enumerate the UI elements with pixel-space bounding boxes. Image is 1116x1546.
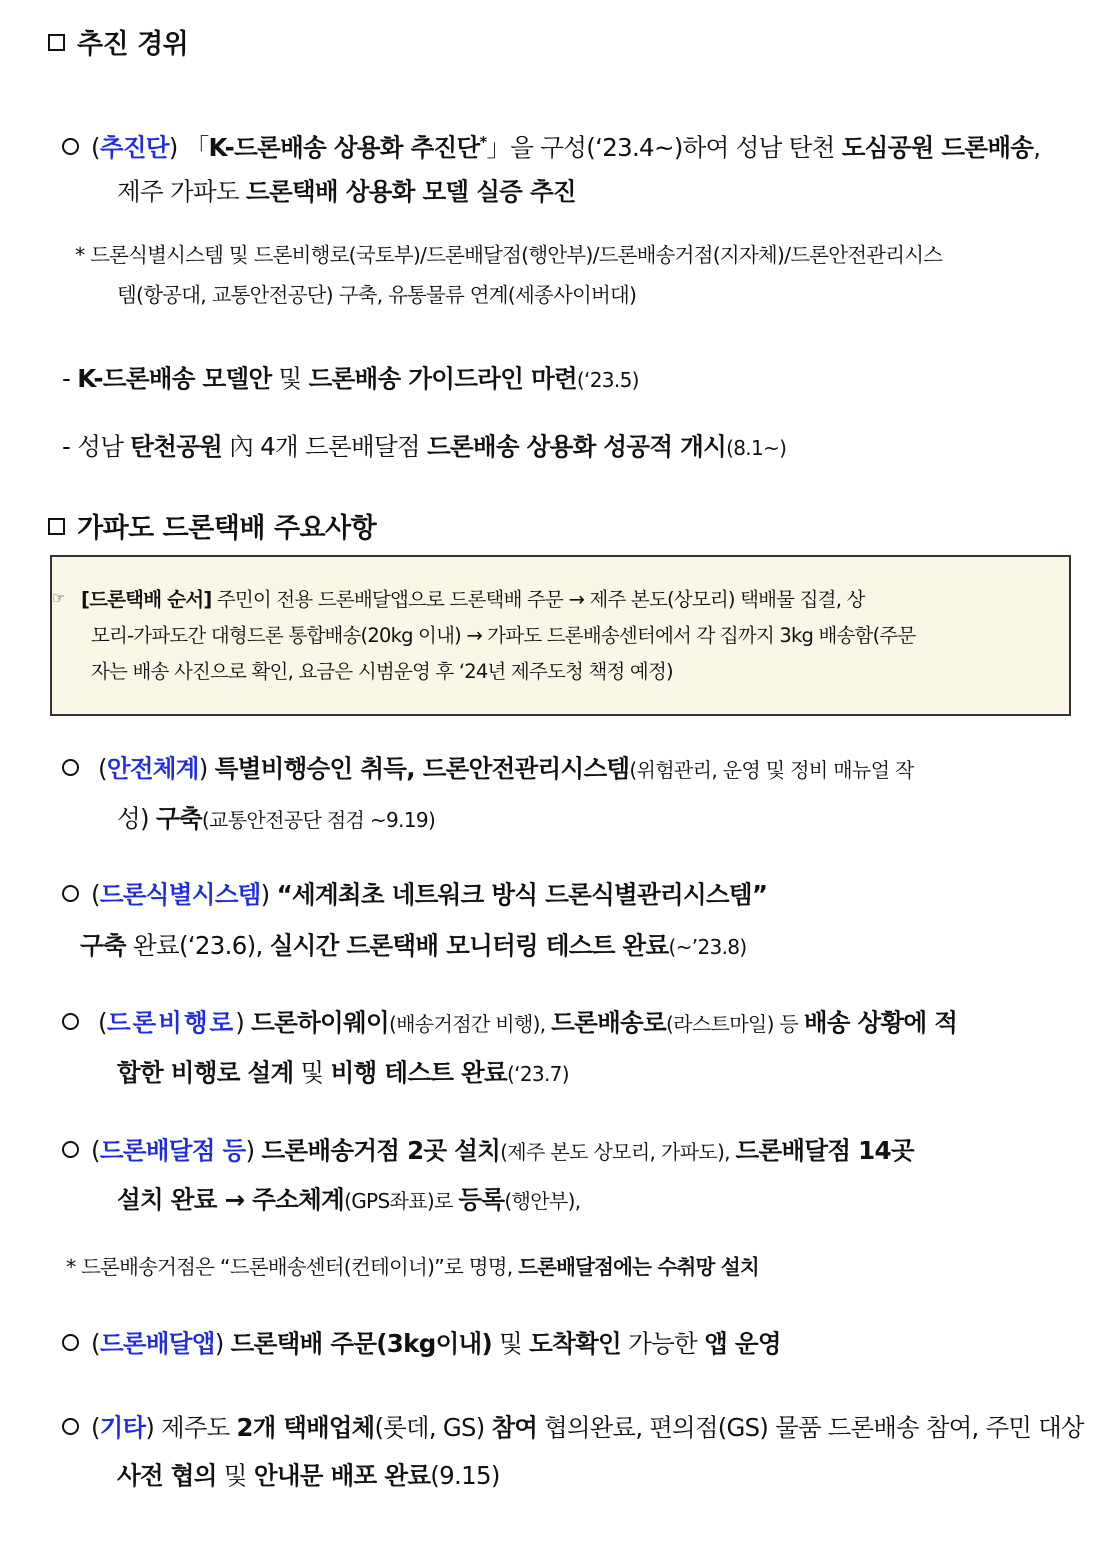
section-heading-gapado bbox=[48, 506, 376, 545]
item-other-line2: 사전 협의 및 안내문 배포 완료(9.15) bbox=[117, 1461, 500, 1490]
dash-item-launch: - 성남 탄천공원 內 4개 드론배달점 드론배송 상용화 성공적 개시(8.1~) bbox=[62, 432, 787, 461]
dash-item-model: - K-드론배송 모델안 및 드론배송 가이드라인 마련(‘23.5) bbox=[62, 364, 639, 393]
item-flight-route-line2: 합한 비행로 설계 및 비행 테스트 완료(‘23.7) bbox=[117, 1058, 569, 1087]
circle-bullet-icon bbox=[62, 1418, 79, 1435]
circle-bullet-icon bbox=[62, 1013, 79, 1030]
delivery-order-line2: 모리-가파도간 대형드론 통합배송(20kg 이내) → 가파도 드론배송센터에서 각 집까지 3kg 배송함(주문 bbox=[91, 624, 916, 647]
item-identification-line2: 구축 완료(‘23.6), 실시간 드론택배 모니터링 테스트 완료(~’23.8) bbox=[80, 931, 747, 960]
item-safety-line1: (안전체계) 특별비행승인 취득, 드론안전관리시스템(위험관리, 운영 및 정비 매뉴얼 작 bbox=[98, 754, 914, 783]
item-delivery-app: (드론배달앱) 드론택배 주문(3kg이내) 및 도착확인 가능한 앱 운영 bbox=[91, 1329, 781, 1358]
item-identification-line1: (드론식별시스템) “세계최초 네트워크 방식 드론식별관리시스템” bbox=[91, 880, 768, 909]
checkbox-square-icon bbox=[48, 518, 65, 535]
section-heading-progress bbox=[48, 22, 188, 61]
circle-bullet-icon bbox=[62, 138, 79, 155]
delivery-order-line1: [드론택배 순서] 주민이 전용 드론배달앱으로 드론택배 주문 → 제주 본도(상모리) 택배물 집결, 상 bbox=[81, 588, 865, 611]
footnote-delivery-center: * 드론배송거점은 “드론배송센터(컨테이너)”로 명명, 드론배달점에는 수취망 설치 bbox=[66, 1255, 759, 1279]
item-safety-line2: 성) 구축(교통안전공단 점검 ~9.19) bbox=[117, 804, 436, 833]
circle-bullet-icon bbox=[62, 1334, 79, 1351]
item-task-force-line1: (추진단) 「K-드론배송 상용화 추진단*」을 구성(‘23.4~)하여 성남 탄천 도심공원 드론배송, bbox=[91, 133, 1041, 162]
footnote-systems-line2: 템(항공대, 교통안전공단) 구축, 유통물류 연계(세종사이버대) bbox=[117, 283, 637, 307]
checkbox-square-icon bbox=[48, 34, 65, 51]
item-delivery-point-line2: 설치 완료 → 주소체계(GPS좌표)로 등록(행안부), bbox=[117, 1185, 581, 1214]
delivery-order-line3: 자는 배송 사진으로 확인, 요금은 시범운영 후 ‘24년 제주도청 책정 예정) bbox=[91, 660, 673, 683]
section-heading-text: 추진 경위 bbox=[77, 29, 189, 60]
circle-bullet-icon bbox=[62, 1141, 79, 1158]
footnote-systems-line1: * 드론식별시스템 및 드론비행로(국토부)/드론배달점(행안부)/드론배송거점(지자체)/드론안전관리시스 bbox=[75, 243, 943, 267]
circle-bullet-icon bbox=[62, 885, 79, 902]
section-heading-text: 가파도 드론택배 주요사항 bbox=[77, 513, 377, 544]
pointing-hand-icon: ☞ bbox=[52, 589, 66, 607]
circle-bullet-icon bbox=[62, 759, 79, 776]
item-flight-route-line1: (드론비행로) 드론하이웨이(배송거점간 비행), 드론배송로(라스트마일) 등 배송 상황에 적 bbox=[98, 1008, 958, 1037]
item-task-force-line2: 제주 가파도 드론택배 상용화 모델 실증 추진 bbox=[117, 177, 576, 206]
item-delivery-point-line1: (드론배달점 등) 드론배송거점 2곳 설치(제주 본도 상모리, 가파도), 드론배달점 14곳 bbox=[91, 1136, 914, 1165]
item-other-line1: (기타) 제주도 2개 택배업체(롯데, GS) 참여 협의완료, 편의점(GS) 물품 드론배송 참여, 주민 대상 bbox=[91, 1413, 1084, 1442]
